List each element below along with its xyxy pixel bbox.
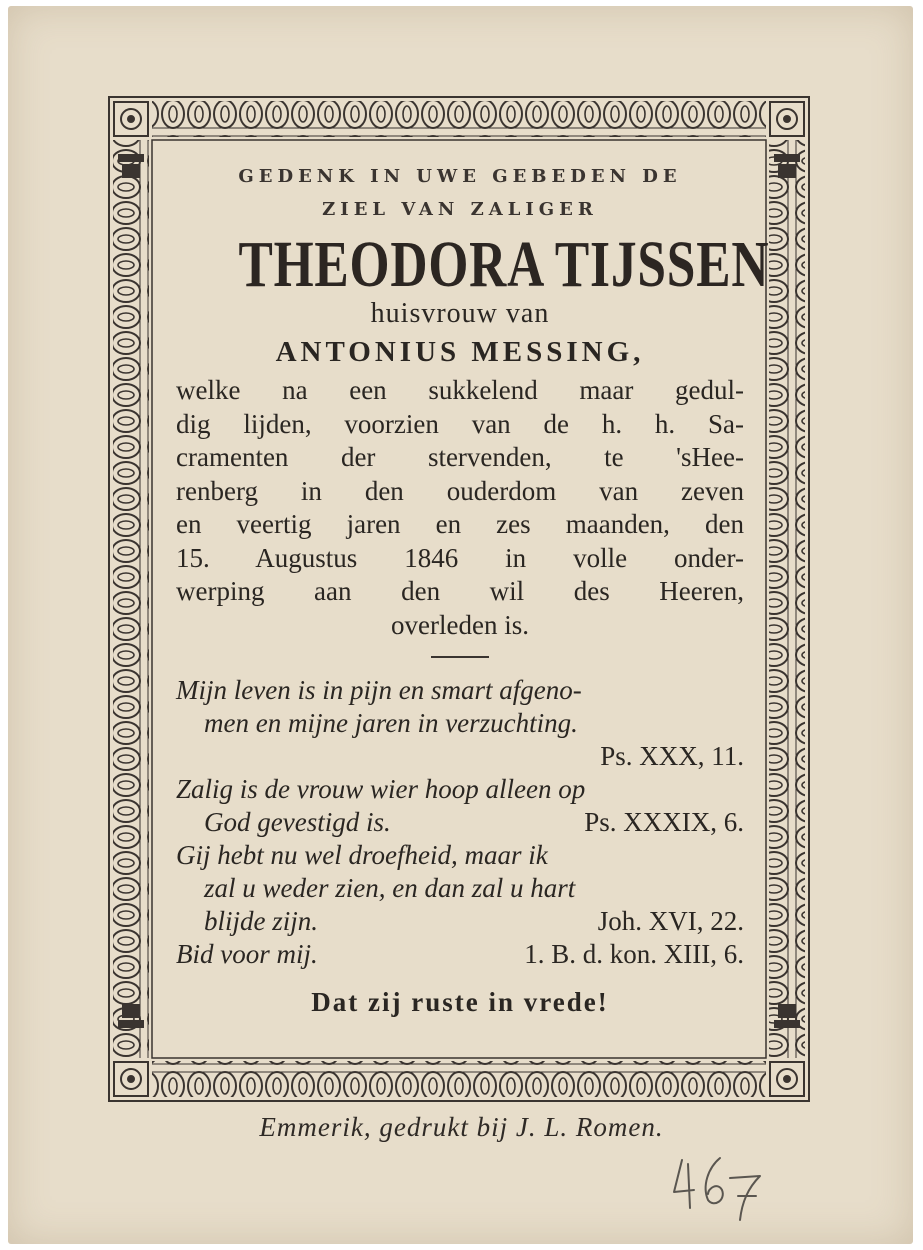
deceased-name: THEODORA TIJSSEN bbox=[238, 228, 770, 301]
verse-text: blijde zijn. bbox=[204, 906, 318, 936]
relation-text: huisvrouw van bbox=[370, 298, 550, 329]
verse-line bbox=[176, 872, 744, 905]
verse-text: men en mijne jaren in verzuchting. bbox=[204, 708, 578, 738]
verse-reference: 1. B. d. kon. XIII, 6. bbox=[524, 939, 744, 969]
verse-text: Zalig is de vrouw wier hoop alleen op bbox=[176, 774, 586, 804]
verse-text: Gij hebt nu wel droefheid, maar ik bbox=[176, 840, 548, 870]
body-line: werping aan den wil des Heeren, bbox=[176, 576, 744, 606]
verse-line bbox=[176, 806, 744, 839]
verse-line bbox=[176, 674, 744, 707]
scripture-verses bbox=[176, 674, 744, 971]
verse-line bbox=[176, 773, 744, 806]
verse-line bbox=[176, 905, 744, 938]
body-line: en veertig jaren en zes maanden, den bbox=[176, 509, 744, 539]
card-text bbox=[176, 160, 770, 1019]
printer-imprint: Emmerik, gedrukt bij J. L. Romen. bbox=[259, 1112, 664, 1142]
verse-reference: Joh. XVI, 22. bbox=[597, 906, 744, 936]
verse-line bbox=[176, 938, 744, 971]
verse-line bbox=[176, 707, 744, 740]
spouse-name: ANTONIUS MESSING, bbox=[275, 336, 645, 368]
body-line: 15. Augustus 1846 in volle onder- bbox=[176, 542, 744, 573]
divider bbox=[431, 656, 489, 658]
verse-text: Bid voor mij. bbox=[176, 939, 318, 969]
verse-text: God gevestigd is. bbox=[204, 807, 391, 837]
body-line: overleden is. bbox=[391, 609, 529, 640]
heading-line-2: ZIEL VAN ZALIGER bbox=[322, 199, 598, 220]
verse-reference: Ps. XXX, 11. bbox=[600, 741, 744, 771]
heading-line-1: GEDENK IN UWE GEBEDEN DE bbox=[238, 166, 682, 187]
closing-prayer: Dat zij ruste in vrede! bbox=[311, 987, 609, 1017]
body-line: welke na een sukkelend maar gedul- bbox=[176, 375, 744, 405]
verse-line bbox=[176, 740, 744, 773]
verse-text: zal u weder zien, en dan zal u hart bbox=[204, 873, 576, 903]
body-line: renberg in den ouderdom van zeven bbox=[176, 475, 744, 506]
verse-line bbox=[176, 839, 744, 872]
body-line: cramenten der stervenden, te 'sHee- bbox=[176, 442, 744, 472]
verse-text: Mijn leven is in pijn en smart afgeno- bbox=[176, 675, 582, 705]
handwritten-number bbox=[668, 1150, 768, 1230]
verse-reference: Ps. XXXIX, 6. bbox=[584, 807, 744, 837]
death-notice bbox=[176, 374, 744, 642]
handwritten-number-svg bbox=[668, 1150, 768, 1230]
body-line: dig lijden, voorzien van de h. h. Sa- bbox=[176, 408, 744, 439]
